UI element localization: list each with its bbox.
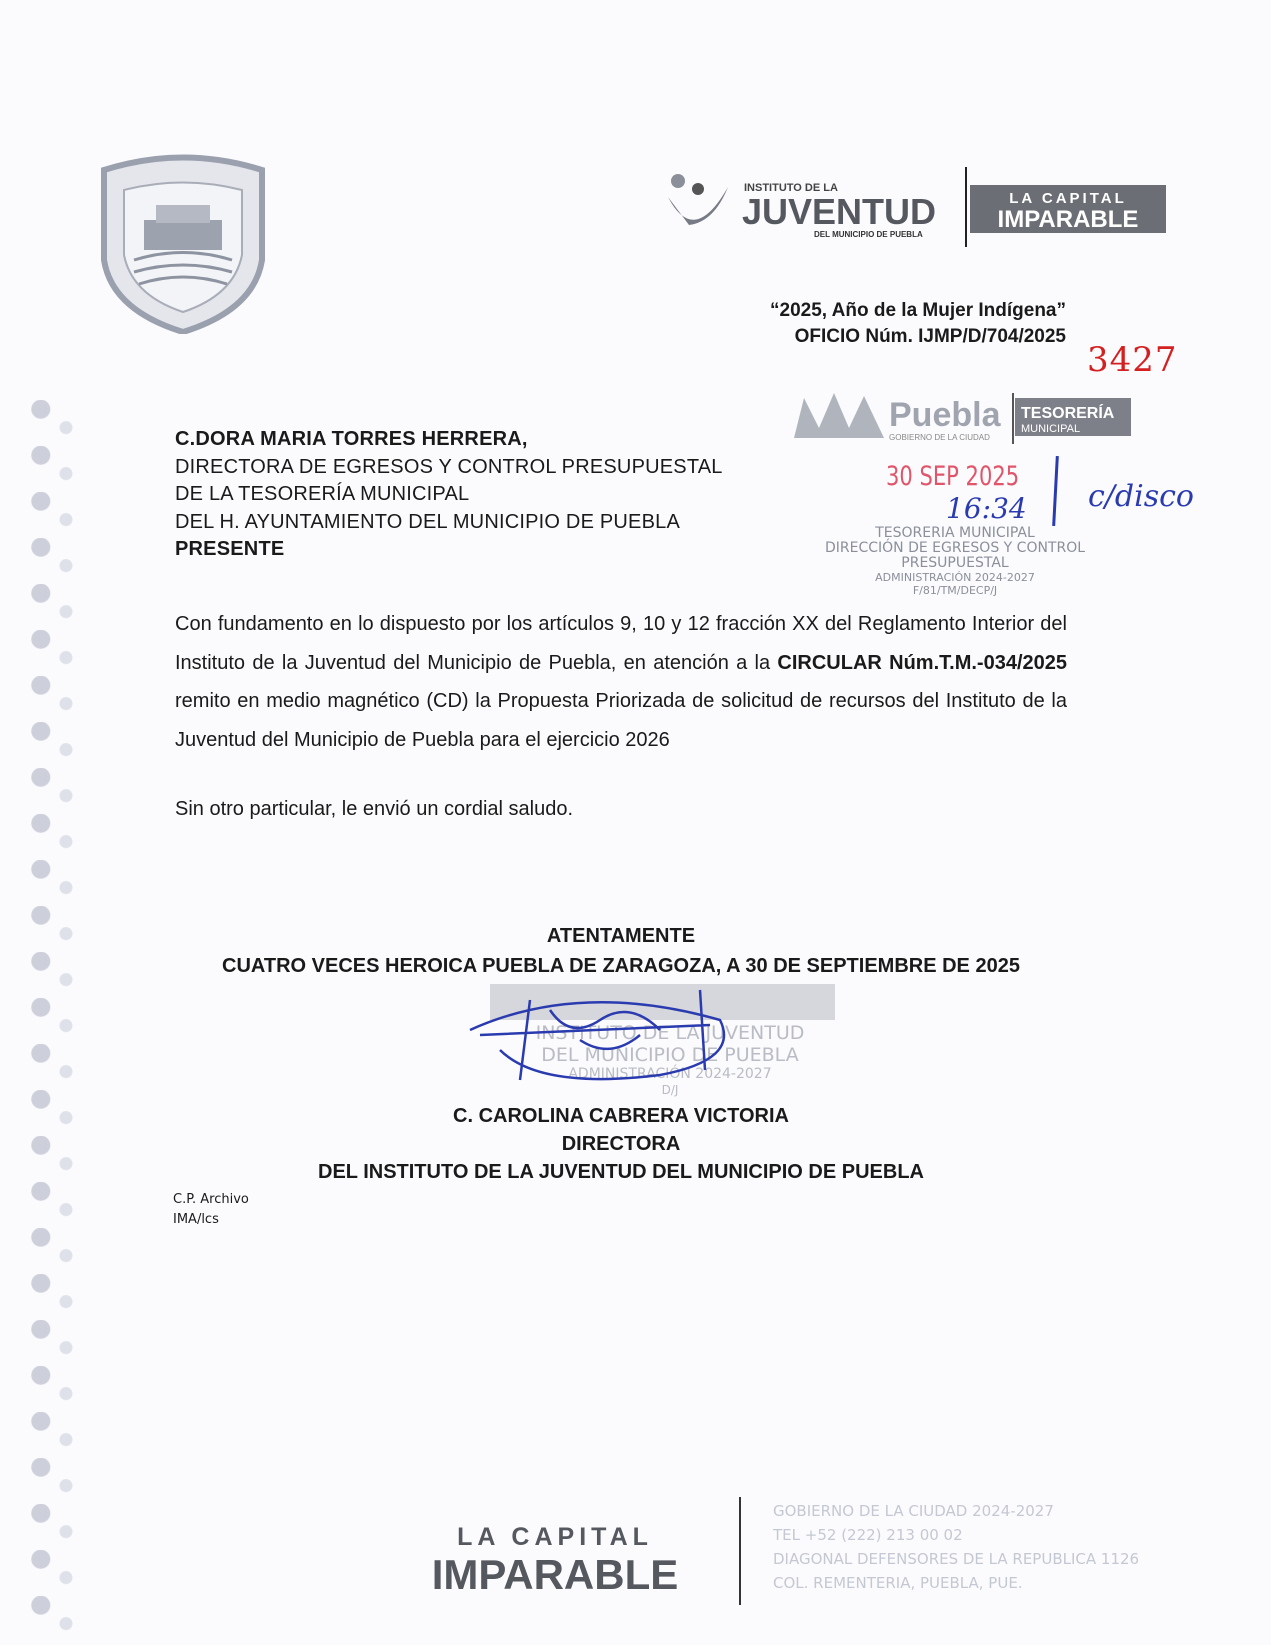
footer-line: COL. REMENTERIA, PUEBLA, PUE.: [773, 1574, 1023, 1592]
stamp-line: ADMINISTRACIÓN 2024-2027: [568, 1066, 772, 1082]
svg-text:GOBIERNO DE LA CIUDAD: GOBIERNO DE LA CIUDAD: [889, 433, 990, 442]
stamp-line: DIRECCIÓN DE EGRESOS Y CONTROL: [824, 540, 1086, 556]
footer-line: DIAGONAL DEFENSORES DE LA REPUBLICA 1126: [773, 1550, 1140, 1568]
handwritten-time: 16:34: [946, 492, 1027, 525]
signer-title: DIRECTORA: [561, 1133, 681, 1155]
svg-text:JUVENTUD: JUVENTUD: [742, 191, 937, 232]
stamp-line: PRESUPUESTAL: [901, 555, 1009, 571]
folio-number-stamp: 3427: [1087, 340, 1178, 380]
signer-name: C. CAROLINA CABRERA VICTORIA: [453, 1105, 789, 1127]
body-paragraph: [175, 605, 1067, 759]
handwritten-initial-stroke: [1052, 456, 1059, 526]
footer-line: TEL +52 (222) 213 00 02: [773, 1526, 963, 1544]
addressee-line: DIRECTORA DE EGRESOS Y CONTROL PRESUPUESTAL: [175, 455, 723, 478]
instituto-juventud-logo: [664, 167, 1166, 247]
svg-text:MUNICIPAL: MUNICIPAL: [1021, 423, 1081, 435]
initials: IMA/lcs: [173, 1212, 219, 1227]
svg-text:LA CAPITAL: LA CAPITAL: [457, 1523, 653, 1551]
signer-institution: DEL INSTITUTO DE LA JUVENTUD DEL MUNICIPIO DE PUEBLA: [318, 1161, 924, 1183]
reception-stamp-text: [790, 526, 1120, 597]
stamp-line: ADMINISTRACIÓN 2024-2027: [875, 571, 1035, 584]
reception-date-stamp: 30 SEP 2025: [886, 461, 1020, 492]
addressee-line: DEL H. AYUNTAMIENTO DEL MUNICIPIO DE PUEBLA: [175, 510, 680, 533]
place-and-date: CUATRO VECES HEROICA PUEBLA DE ZARAGOZA, A 30 DE SEPTIEMBRE DE 2025: [222, 955, 1020, 977]
year-motto: “2025, Año de la Mujer Indígena”: [770, 300, 1066, 321]
addressee-line: DE LA TESORERÍA MUNICIPAL: [175, 483, 470, 505]
footer-contact: [773, 1499, 1139, 1595]
addressee-name: C.DORA MARIA TORRES HERRERA,: [175, 428, 528, 450]
cc-archive: C.P. Archivo: [173, 1192, 249, 1207]
stamp-line: TESORERIA MUNICIPAL: [875, 525, 1035, 541]
stamp-line: D/J: [661, 1083, 679, 1097]
stamp-line: DEL MUNICIPIO DE PUEBLA: [541, 1044, 799, 1066]
oficio-number: OFICIO Núm. IJMP/D/704/2025: [794, 326, 1066, 347]
stamp-line: F/81/TM/DECP/J: [912, 584, 998, 597]
svg-text:LA CAPITAL: LA CAPITAL: [1009, 190, 1127, 207]
presente-label: PRESENTE: [175, 538, 285, 560]
closing-text: Sin otro particular, le envió un cordial saludo.: [175, 798, 574, 820]
circular-reference: CIRCULAR Núm.T.M.-034/2025: [777, 651, 1067, 674]
svg-text:DEL MUNICIPIO DE PUEBLA: DEL MUNICIPIO DE PUEBLA: [814, 230, 923, 239]
svg-text:IMPARABLE: IMPARABLE: [997, 206, 1139, 233]
addressee-block: [175, 426, 723, 564]
tesoreria-puebla-logo: [789, 388, 1131, 446]
decorative-border-pattern: [24, 400, 80, 1640]
svg-text:INSTITUTO DE LA: INSTITUTO DE LA: [744, 182, 838, 194]
footer-line: GOBIERNO DE LA CIUDAD 2024-2027: [773, 1502, 1054, 1520]
svg-text:TESORERÍA: TESORERÍA: [1021, 405, 1115, 422]
stamp-line: INSTITUTO DE LA JUVENTUD: [535, 1022, 805, 1044]
handwritten-note: c/disco: [1088, 479, 1194, 514]
footer-capital-imparable-logo: [405, 1515, 705, 1597]
svg-text:IMPARABLE: IMPARABLE: [431, 1551, 679, 1597]
city-coat-of-arms-seal: [94, 150, 272, 334]
svg-text:Puebla: Puebla: [889, 396, 1001, 434]
body-text: remito en medio magnético (CD) la Propuesta Priorizada de solicitud de recursos del Instituto de la Juventud del Municipio de Puebla para el ejercicio 2026: [175, 690, 1067, 751]
footer-divider: [739, 1497, 741, 1605]
handwritten-signature: [460, 980, 750, 1090]
atentamente-label: ATENTAMENTE: [546, 925, 696, 947]
body-text: Con fundamento en lo dispuesto por los artículos 9, 10 y 12 fracción XX del Reglamento Interior del Instituto de la Juventud del Municipio de Puebla, en atención a la: [175, 613, 1067, 674]
header-motto-block: [770, 298, 1066, 350]
